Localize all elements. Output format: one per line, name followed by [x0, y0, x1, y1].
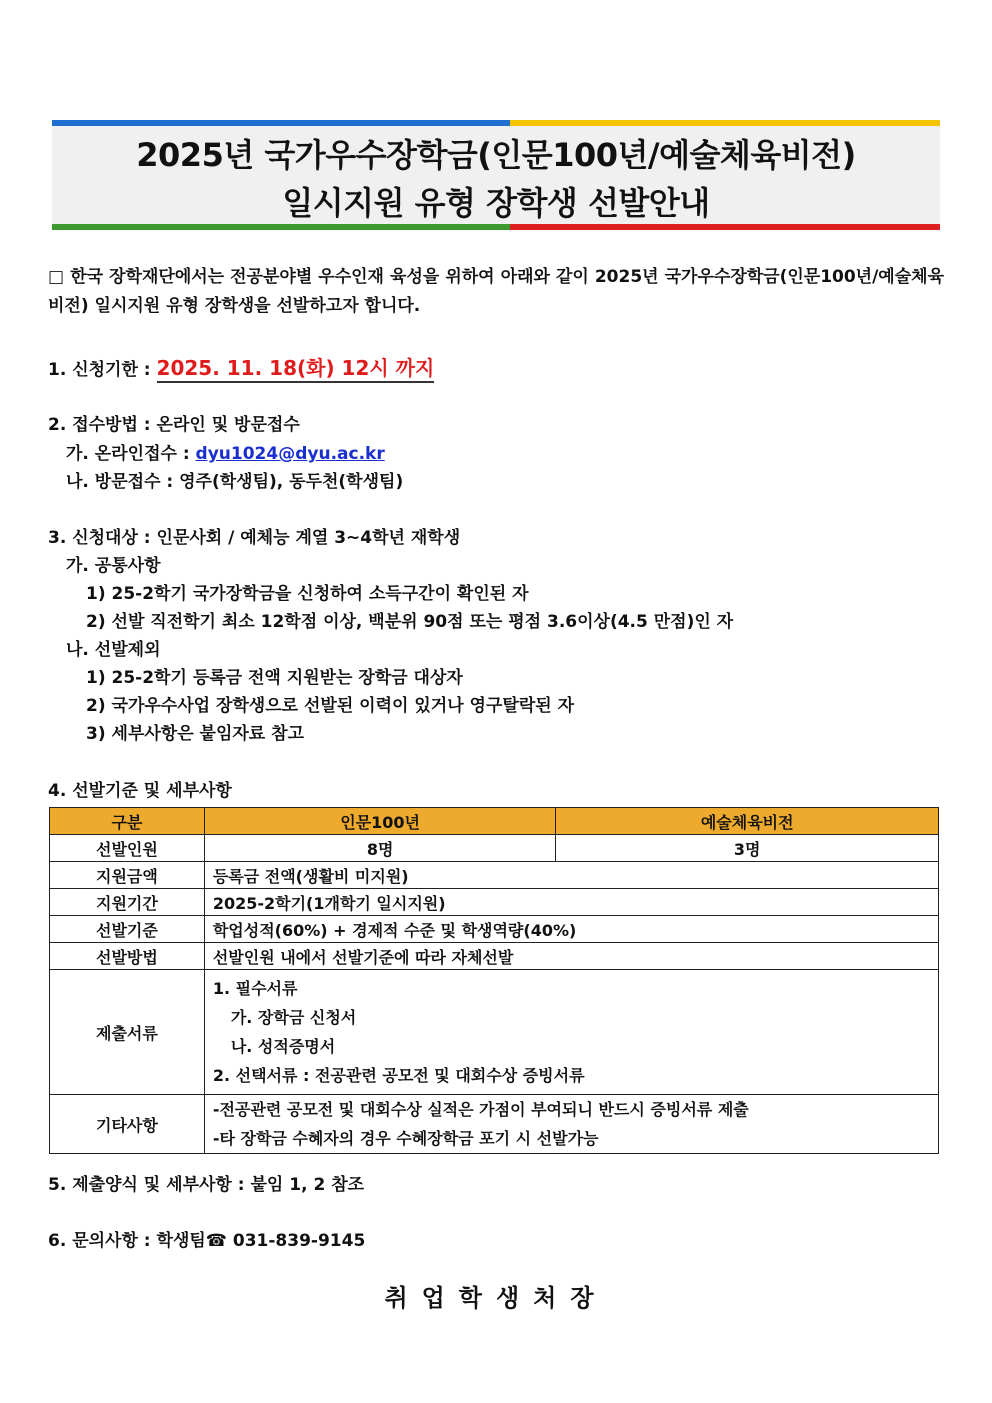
documents-line: 1. 필수서류	[212, 979, 298, 998]
row-label: 제출서류	[50, 970, 205, 1095]
title-line-2: 일시지원 유형 장학생 선발안내	[282, 184, 710, 222]
count-humanities: 8명	[204, 835, 556, 862]
row-label: 지원금액	[50, 862, 205, 889]
table-row	[50, 862, 939, 889]
etc-cell	[204, 1095, 938, 1154]
table-row	[50, 943, 939, 970]
section-1-label: 1. 신청기한 :	[48, 360, 157, 380]
intro-paragraph: □ 한국 장학재단에서는 전공분야별 우수인재 육성을 위하여 아래와 같이 2025년 국가우수장학금(인문100년/예술체육비전) 일시지원 유형 장학생을 선발하고자 합니다.	[48, 267, 944, 316]
banner-bar-green	[52, 224, 510, 230]
exclude-label: 나. 선발제외	[66, 640, 161, 660]
section-3-label: 3. 신청대상 : 인문사회 / 예체능 계열 3~4학년 재학생	[48, 528, 461, 548]
row-label: 선발방법	[50, 943, 205, 970]
header-arts: 예술체육비전	[556, 808, 939, 835]
banner-bar-red	[510, 224, 940, 230]
section-4-label: 4. 선발기준 및 세부사항	[48, 781, 232, 801]
title-banner	[52, 120, 940, 230]
exclude-item: 2) 국가우수사업 장학생으로 선발된 이력이 있거나 영구탈락된 자	[86, 696, 574, 716]
header-category: 구분	[50, 808, 205, 835]
row-value: 등록금 전액(생활비 미지원)	[204, 862, 938, 889]
row-value: 선발인원 내에서 선발기준에 따라 자체선발	[204, 943, 938, 970]
common-label: 가. 공통사항	[66, 556, 161, 576]
visit-submission: 나. 방문접수 : 영주(학생팀), 동두천(학생팀)	[66, 472, 404, 492]
count-arts: 3명	[556, 835, 939, 862]
table-row	[50, 835, 939, 862]
exclude-item: 1) 25-2학기 등록금 전액 지원받는 장학금 대상자	[86, 668, 463, 688]
etc-line: -전공관련 공모전 및 대회수상 실적은 가점이 부여되니 반드시 증빙서류 제출	[212, 1100, 749, 1119]
section-6-label: 6. 문의사항 : 학생팀☎ 031-839-9145	[48, 1231, 366, 1251]
section-1	[48, 352, 434, 381]
documents-line: 가. 장학금 신청서	[230, 1008, 357, 1027]
etc-line: -타 장학금 수혜자의 경우 수혜장학금 포기 시 선발가능	[212, 1129, 599, 1148]
email-link[interactable]: dyu1024@dyu.ac.kr	[195, 444, 385, 464]
online-submission-label: 가. 온라인접수 :	[66, 444, 196, 464]
documents-cell	[204, 970, 938, 1095]
table-row	[50, 1095, 939, 1154]
title-line-1: 2025년 국가우수장학금(인문100년/예술체육비전)	[136, 136, 856, 174]
row-value: 학업성적(60%) + 경제적 수준 및 학생역량(40%)	[204, 916, 938, 943]
common-item: 2) 선발 직전학기 최소 12학점 이상, 백분위 90점 또는 평점 3.6이상(4.5 만점)인 자	[86, 612, 734, 632]
banner-bar-yellow	[510, 120, 940, 126]
row-value: 2025-2학기(1개학기 일시지원)	[204, 889, 938, 916]
table-row	[50, 970, 939, 1095]
documents-line: 나. 성적증명서	[230, 1037, 336, 1056]
selection-table	[49, 807, 939, 1154]
common-item: 1) 25-2학기 국가장학금을 신청하여 소득구간이 확인된 자	[86, 584, 529, 604]
online-submission	[66, 439, 385, 464]
banner-bar-blue	[52, 120, 510, 126]
section-5-label: 5. 제출양식 및 세부사항 : 붙임 1, 2 참조	[48, 1175, 365, 1195]
exclude-item: 3) 세부사항은 붙임자료 참고	[86, 724, 304, 744]
issuer-signature: 취업학생처장	[384, 1284, 608, 1312]
section-2-label: 2. 접수방법 : 온라인 및 방문접수	[48, 415, 300, 435]
deadline-text: 2025. 11. 18(화) 12시 까지	[157, 356, 435, 383]
table-header-row	[50, 808, 939, 835]
row-label: 선발인원	[50, 835, 205, 862]
documents-line: 2. 선택서류 : 전공관련 공모전 및 대회수상 증빙서류	[212, 1066, 585, 1085]
header-humanities: 인문100년	[204, 808, 556, 835]
row-label: 선발기준	[50, 916, 205, 943]
table-row	[50, 889, 939, 916]
row-label: 기타사항	[50, 1095, 205, 1154]
row-label: 지원기간	[50, 889, 205, 916]
table-row	[50, 916, 939, 943]
